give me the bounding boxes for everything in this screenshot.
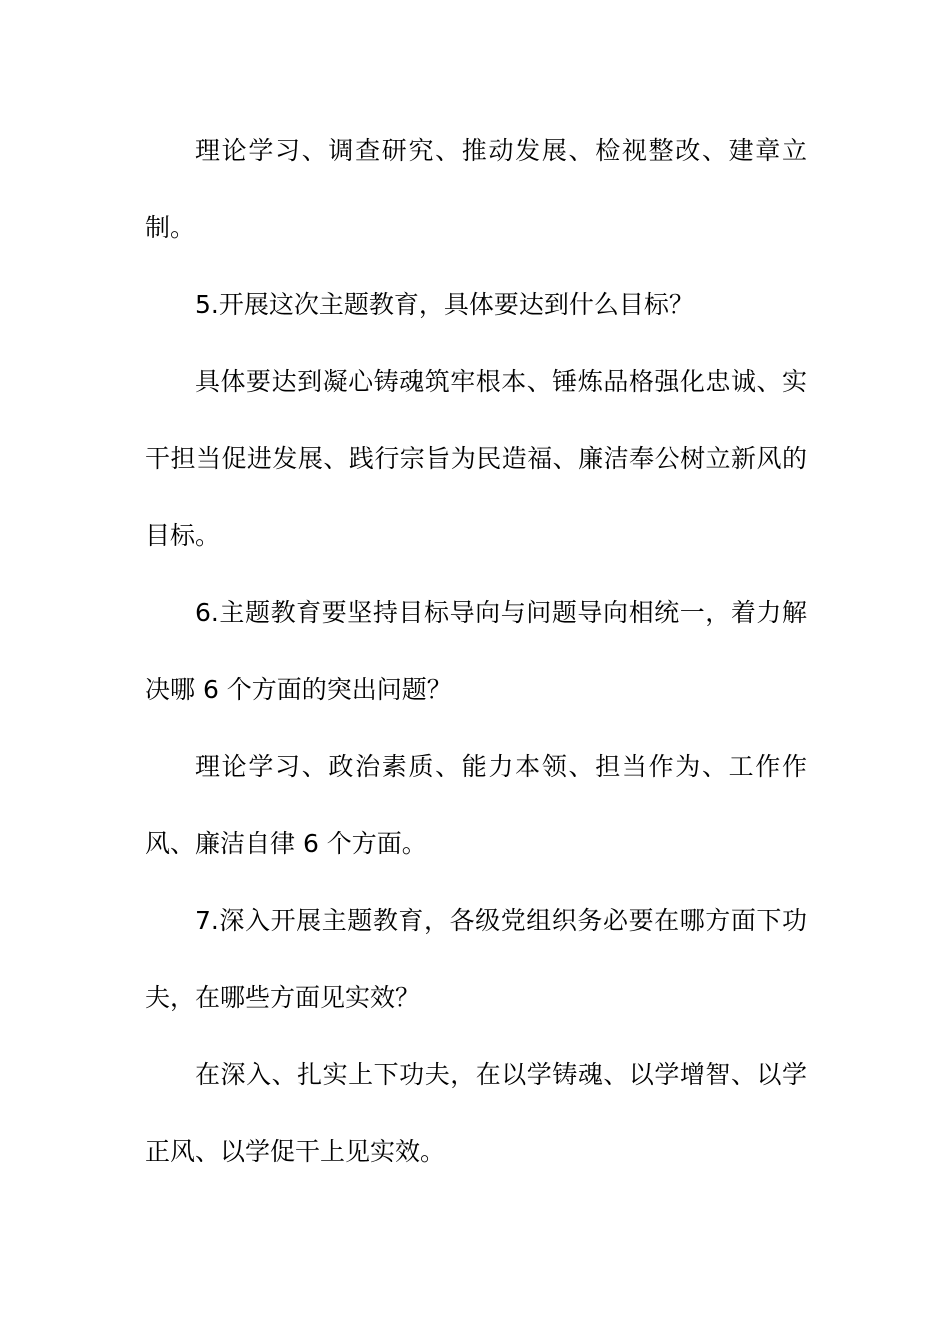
answer-paragraph-4: 理论学习、调查研究、推动发展、检视整改、建章立制。	[145, 136, 807, 242]
question-paragraph-7: 7.深入开展主题教育，各级党组织务必要在哪方面下功夫，在哪些方面见实效？	[145, 906, 807, 1012]
answer-paragraph-5: 具体要达到凝心铸魂筑牢根本、锤炼品格强化忠诚、实干担当促进发展、践行宗旨为民造福、廉洁奉公树立新风的目标。	[145, 367, 807, 550]
question-paragraph-5: 5.开展这次主题教育，具体要达到什么目标？	[195, 290, 694, 319]
document-body	[145, 112, 807, 1190]
question-paragraph-6: 6.主题教育要坚持目标导向与问题导向相统一，着力解决哪 6 个方面的突出问题？	[145, 598, 807, 704]
answer-paragraph-7: 在深入、扎实上下功夫，在以学铸魂、以学增智、以学正风、以学促干上见实效。	[145, 1060, 807, 1166]
answer-paragraph-6: 理论学习、政治素质、能力本领、担当作为、工作作风、廉洁自律 6 个方面。	[145, 752, 807, 858]
